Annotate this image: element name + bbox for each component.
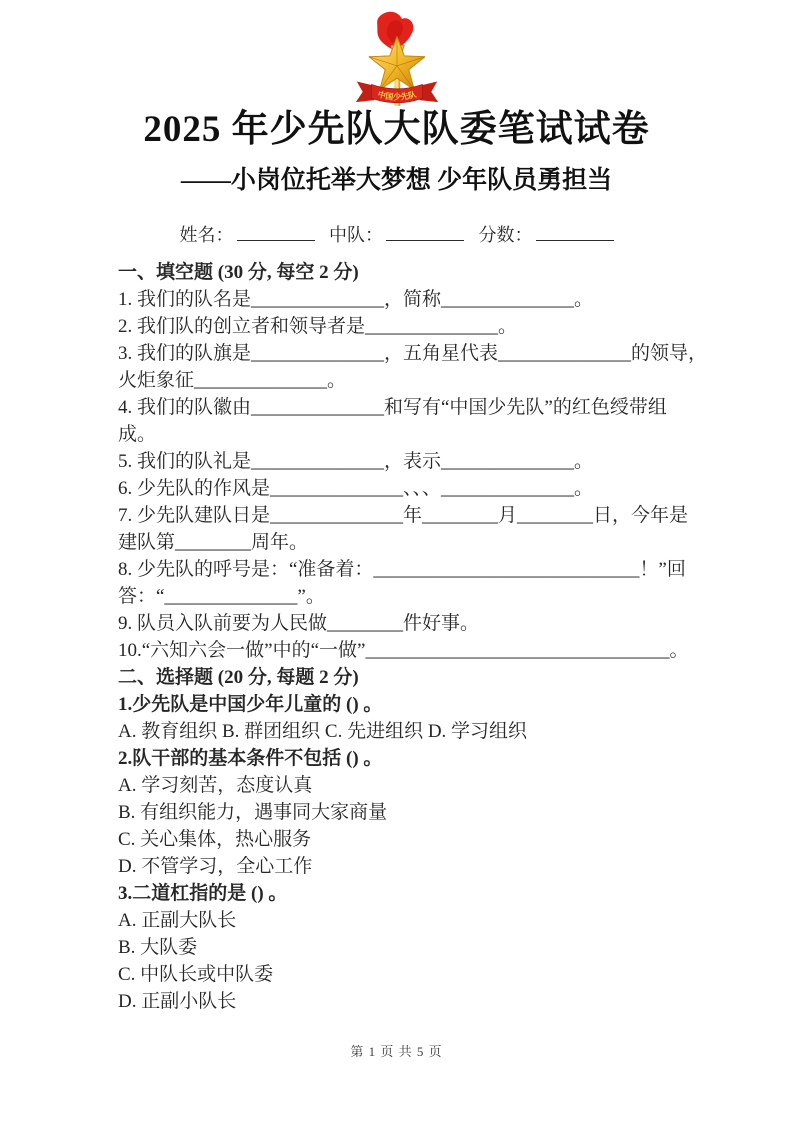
choice-question-stem: 1.少先队是中国少年儿童的 () 。: [118, 694, 383, 715]
section2-heading: 二、选择题 (20 分, 每题 2 分): [118, 667, 359, 688]
choice-option-line: A. 学习刻苦，态度认真: [118, 775, 313, 796]
fill-blank-line: 9. 队员入队前要为人民做________件好事。: [118, 613, 480, 634]
exam-body: [118, 259, 708, 1015]
name-label: 姓名：: [179, 225, 234, 245]
student-info-row: [0, 221, 793, 247]
page-footer: 第 1 页 共 5 页: [350, 1044, 443, 1059]
choice-question-stem: 3.二道杠指的是 () 。: [118, 883, 288, 904]
choice-option-line: A. 教育组织 B. 群团组织 C. 先进组织 D. 学习组织: [118, 721, 528, 742]
fill-blank-line: 3. 我们的队旗是______________，五角星代表______________的领导，: [118, 343, 708, 364]
choice-option-line: D. 正副小队长: [118, 991, 237, 1012]
fill-blank-line: 火炬象征______________。: [118, 370, 347, 391]
fill-blank-line: 答：“______________”。: [118, 586, 325, 607]
fill-blank-line: 6. 少先队的作风是______________、、、______________。: [118, 478, 594, 499]
page-title: 2025 年少先队大队委笔试试卷: [143, 109, 650, 150]
score-blank: [536, 225, 614, 241]
fill-blank-line: 5. 我们的队礼是______________，表示______________。: [118, 451, 594, 472]
choice-option-line: D. 不管学习，全心工作: [118, 856, 313, 877]
choice-option-line: B. 有组织能力，遇事同大家商量: [118, 802, 388, 823]
choice-question-stem: 2.队干部的基本条件不包括 () 。: [118, 748, 383, 769]
fill-blank-line: 2. 我们队的创立者和领导者是______________。: [118, 316, 518, 337]
squadron-label: 中队：: [329, 225, 383, 245]
fill-blank-line: 1. 我们的队名是______________，简称______________。: [118, 289, 594, 310]
fill-blank-line: 8. 少先队的呼号是：“准备着：____________________________！”回: [118, 559, 686, 580]
young-pioneers-emblem: [348, 10, 446, 108]
fill-blank-line: 建队第________周年。: [118, 532, 309, 553]
choice-option-line: A. 正副大队长: [118, 910, 237, 931]
page-subtitle: ——小岗位托举大梦想 少年队员勇担当: [180, 167, 613, 194]
name-blank: [237, 225, 315, 241]
score-label: 分数：: [478, 225, 533, 245]
fill-blank-line: 7. 少先队建队日是______________年________月________日，今年是: [118, 505, 689, 526]
ribbon-banner-text: 中国少先队: [376, 89, 417, 102]
choice-option-line: C. 中队长或中队委: [118, 964, 274, 985]
choice-option-line: C. 关心集体，热心服务: [118, 829, 312, 850]
choice-option-line: B. 大队委: [118, 937, 198, 958]
fill-blank-line: 10.“六知六会一做”中的“一做”________________________________。: [118, 640, 689, 661]
fill-blank-line: 成。: [118, 424, 157, 445]
section1-heading: 一、填空题 (30 分, 每空 2 分): [118, 262, 359, 283]
fill-blank-line: 4. 我们的队徽由______________和写有“中国少先队”的红色绶带组: [118, 397, 667, 418]
squadron-blank: [386, 225, 464, 241]
